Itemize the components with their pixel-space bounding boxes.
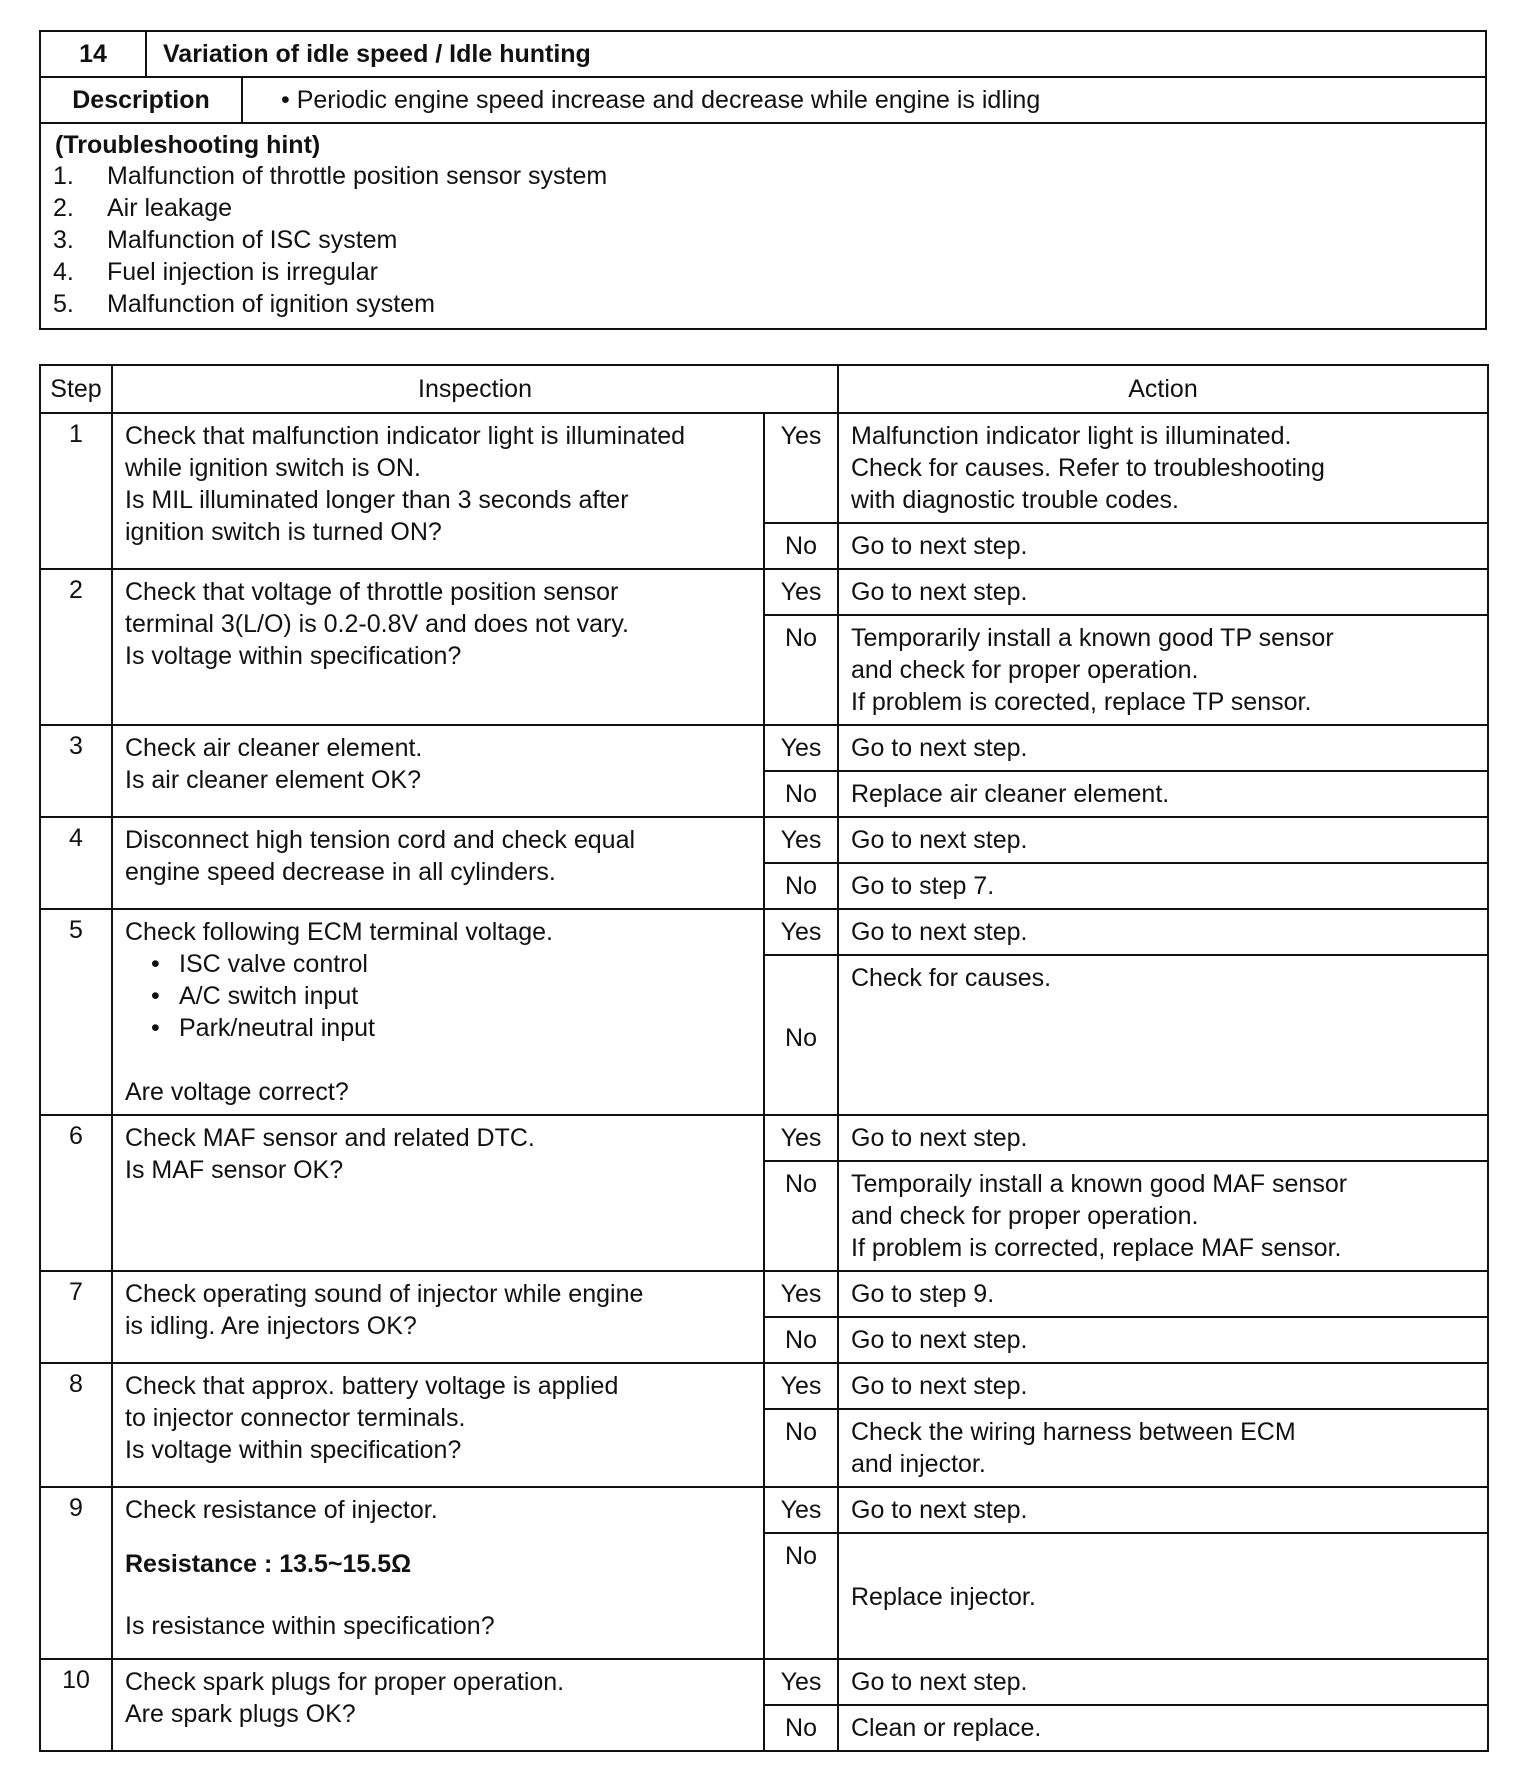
inspection-cell — [112, 569, 764, 725]
no-action-cell — [838, 1705, 1488, 1751]
no-action-cell — [838, 523, 1488, 569]
inspection-cell — [112, 413, 764, 569]
table-body — [40, 413, 1488, 1751]
action-line: Go to next step. — [851, 734, 1028, 762]
hint-text: Fuel injection is irregular — [107, 258, 378, 286]
step-row — [40, 909, 1488, 955]
resistance-spec: Resistance : 13.5~15.5Ω — [125, 1550, 412, 1578]
action-line: Check the wiring harness between ECM — [851, 1418, 1296, 1446]
bullet-dot: • — [151, 950, 160, 978]
yes-action-cell — [838, 1115, 1488, 1161]
inspection-line: Check spark plugs for proper operation. — [125, 1668, 565, 1696]
step-row — [40, 817, 1488, 863]
action-line: Check for causes. Refer to troubleshooting — [851, 454, 1325, 482]
yes-action-cell — [838, 1487, 1488, 1533]
inspection-line: while ignition switch is ON. — [125, 454, 421, 482]
inspection-line: Is air cleaner element OK? — [125, 766, 421, 794]
yes-action-cell — [838, 1271, 1488, 1317]
inspection-line: to injector connector terminals. — [125, 1404, 466, 1432]
inspection-line: Check following ECM terminal voltage. — [125, 918, 553, 946]
no-label: No — [764, 523, 838, 569]
step-number: 8 — [40, 1363, 112, 1487]
header-step: Step — [40, 365, 112, 413]
symptom-number: 14 — [41, 32, 147, 76]
yes-action-cell — [838, 725, 1488, 771]
inspection-line: Is voltage within specification? — [125, 1436, 462, 1464]
no-label: No — [764, 615, 838, 725]
hint-item — [53, 160, 1475, 192]
inspection-cell — [112, 1487, 764, 1659]
action-line: Go to step 7. — [851, 872, 995, 900]
hint-item — [53, 192, 1475, 224]
yes-label: Yes — [764, 1363, 838, 1409]
action-line: Go to next step. — [851, 826, 1028, 854]
no-action-cell — [838, 863, 1488, 909]
inspection-line: Check resistance of injector. — [125, 1496, 438, 1524]
symptom-header — [39, 30, 1487, 330]
troubleshooting-hints — [53, 130, 1475, 320]
yes-action-cell — [838, 1659, 1488, 1705]
inspection-line: Check that approx. battery voltage is applied — [125, 1372, 619, 1400]
yes-label: Yes — [764, 1487, 838, 1533]
no-action-cell — [838, 771, 1488, 817]
action-line: Go to next step. — [851, 1326, 1028, 1354]
action-line: If problem is corected, replace TP sensor. — [851, 688, 1312, 716]
no-action-cell — [838, 1317, 1488, 1363]
inspection-cell — [112, 725, 764, 817]
action-line: Replace injector. — [851, 1583, 1036, 1611]
inspection-bullet — [125, 1012, 753, 1044]
action-line: If problem is corrected, replace MAF sensor. — [851, 1234, 1342, 1262]
hint-text: Malfunction of throttle position sensor system — [107, 162, 608, 190]
description-text: • Periodic engine speed increase and decrease while engine is idling — [281, 86, 1041, 114]
no-action-cell — [838, 1409, 1488, 1487]
step-number: 1 — [40, 413, 112, 569]
no-label: No — [764, 1705, 838, 1751]
yes-action-cell — [838, 413, 1488, 523]
yes-action-cell — [838, 1363, 1488, 1409]
no-action-cell — [838, 615, 1488, 725]
inspection-line: Are spark plugs OK? — [125, 1700, 356, 1728]
inspection-cell — [112, 1115, 764, 1271]
bullet-text: Park/neutral input — [179, 1014, 375, 1042]
table-header-row — [40, 365, 1488, 413]
step-row — [40, 413, 1488, 523]
inspection-line: Check that voltage of throttle position sensor — [125, 578, 619, 606]
bullet-dot: • — [151, 982, 160, 1010]
no-label: No — [764, 863, 838, 909]
no-label: No — [764, 1409, 838, 1487]
inspection-line: ignition switch is turned ON? — [125, 518, 442, 546]
step-row — [40, 569, 1488, 615]
inspection-line: Check MAF sensor and related DTC. — [125, 1124, 535, 1152]
inspection-line: Check operating sound of injector while engine — [125, 1280, 644, 1308]
step-number: 10 — [40, 1659, 112, 1751]
bullet-dot: • — [151, 1014, 160, 1042]
inspection-line: Disconnect high tension cord and check equal — [125, 826, 636, 854]
hint-number: 3. — [53, 226, 74, 254]
no-action-cell — [838, 955, 1488, 1115]
inspection-line: Is MAF sensor OK? — [125, 1156, 344, 1184]
step-row — [40, 1363, 1488, 1409]
inspection-cell — [112, 909, 764, 1115]
action-line: Temporaily install a known good MAF sensor — [851, 1170, 1348, 1198]
header-inspection: Inspection — [112, 365, 838, 413]
inspection-cell — [112, 1363, 764, 1487]
hint-number: 5. — [53, 290, 74, 318]
no-label: No — [764, 1161, 838, 1271]
yes-action-cell — [838, 569, 1488, 615]
action-line: Replace air cleaner element. — [851, 780, 1170, 808]
step-number: 5 — [40, 909, 112, 1115]
action-line: and check for proper operation. — [851, 656, 1199, 684]
yes-label: Yes — [764, 909, 838, 955]
inspection-line: Check that malfunction indicator light is illuminated — [125, 422, 685, 450]
action-line: Go to next step. — [851, 532, 1028, 560]
spacer — [125, 1526, 753, 1548]
inspection-cell — [112, 817, 764, 909]
yes-label: Yes — [764, 569, 838, 615]
step-row — [40, 1487, 1488, 1533]
hint-number: 1. — [53, 162, 74, 190]
action-line: Go to next step. — [851, 1124, 1028, 1152]
hint-number: 4. — [53, 258, 74, 286]
inspection-line: is idling. Are injectors OK? — [125, 1312, 417, 1340]
inspection-question: Are voltage correct? — [125, 1078, 349, 1106]
action-line: with diagnostic trouble codes. — [851, 486, 1179, 514]
inspection-bullet — [125, 948, 753, 980]
inspection-line: Check air cleaner element. — [125, 734, 423, 762]
action-line: Go to next step. — [851, 1496, 1028, 1524]
bullet-text: A/C switch input — [179, 982, 359, 1010]
no-action-cell — [838, 1161, 1488, 1271]
step-row — [40, 725, 1488, 771]
header-action: Action — [838, 365, 1488, 413]
inspection-cell — [112, 1271, 764, 1363]
hint-item — [53, 288, 1475, 320]
action-line: Go to next step. — [851, 918, 1028, 946]
hint-item — [53, 256, 1475, 288]
inspection-line: engine speed decrease in all cylinders. — [125, 858, 556, 886]
action-line: Go to step 9. — [851, 1280, 995, 1308]
action-line: Go to next step. — [851, 578, 1028, 606]
description-label: Description — [41, 78, 243, 122]
yes-label: Yes — [764, 1271, 838, 1317]
no-label: No — [764, 1533, 838, 1659]
action-line: Check for causes. — [851, 964, 1052, 992]
inspection-line: terminal 3(L/O) is 0.2-0.8V and does not vary. — [125, 610, 629, 638]
yes-label: Yes — [764, 1659, 838, 1705]
step-number: 7 — [40, 1271, 112, 1363]
inspection-line: Is voltage within specification? — [125, 642, 462, 670]
yes-label: Yes — [764, 413, 838, 523]
no-action-cell — [838, 1533, 1488, 1659]
yes-action-cell — [838, 909, 1488, 955]
inspection-bullet — [125, 980, 753, 1012]
action-line: Go to next step. — [851, 1372, 1028, 1400]
step-row — [40, 1115, 1488, 1161]
inspection-line: Is MIL illuminated longer than 3 seconds after — [125, 486, 629, 514]
action-line: and check for proper operation. — [851, 1202, 1199, 1230]
no-label: No — [764, 955, 838, 1115]
no-label: No — [764, 771, 838, 817]
step-number: 6 — [40, 1115, 112, 1271]
action-line: Temporarily install a known good TP sensor — [851, 624, 1334, 652]
bullet-text: ISC valve control — [179, 950, 368, 978]
inspection-table — [39, 364, 1489, 1752]
inspection-question: Is resistance within specification? — [125, 1612, 495, 1640]
action-line: Go to next step. — [851, 1668, 1028, 1696]
hint-number: 2. — [53, 194, 74, 222]
symptom-title: Variation of idle speed / Idle hunting — [163, 40, 591, 68]
action-line: Clean or replace. — [851, 1714, 1042, 1742]
step-number: 2 — [40, 569, 112, 725]
yes-label: Yes — [764, 725, 838, 771]
hint-text: Malfunction of ISC system — [107, 226, 398, 254]
hint-text: Malfunction of ignition system — [107, 290, 435, 318]
yes-action-cell — [838, 817, 1488, 863]
hint-text: Air leakage — [107, 194, 233, 222]
step-row — [40, 1271, 1488, 1317]
spacer — [125, 1580, 753, 1610]
yes-label: Yes — [764, 1115, 838, 1161]
spacer — [125, 1044, 753, 1076]
step-number: 3 — [40, 725, 112, 817]
description-row — [41, 78, 1485, 124]
step-number: 4 — [40, 817, 112, 909]
action-line: Malfunction indicator light is illuminated. — [851, 422, 1292, 450]
action-line: and injector. — [851, 1450, 986, 1478]
inspection-cell — [112, 1659, 764, 1751]
hint-item — [53, 224, 1475, 256]
hint-title: (Troubleshooting hint) — [55, 131, 321, 159]
yes-label: Yes — [764, 817, 838, 863]
no-label: No — [764, 1317, 838, 1363]
symptom-title-row — [41, 32, 1485, 78]
step-row — [40, 1659, 1488, 1705]
step-number: 9 — [40, 1487, 112, 1659]
